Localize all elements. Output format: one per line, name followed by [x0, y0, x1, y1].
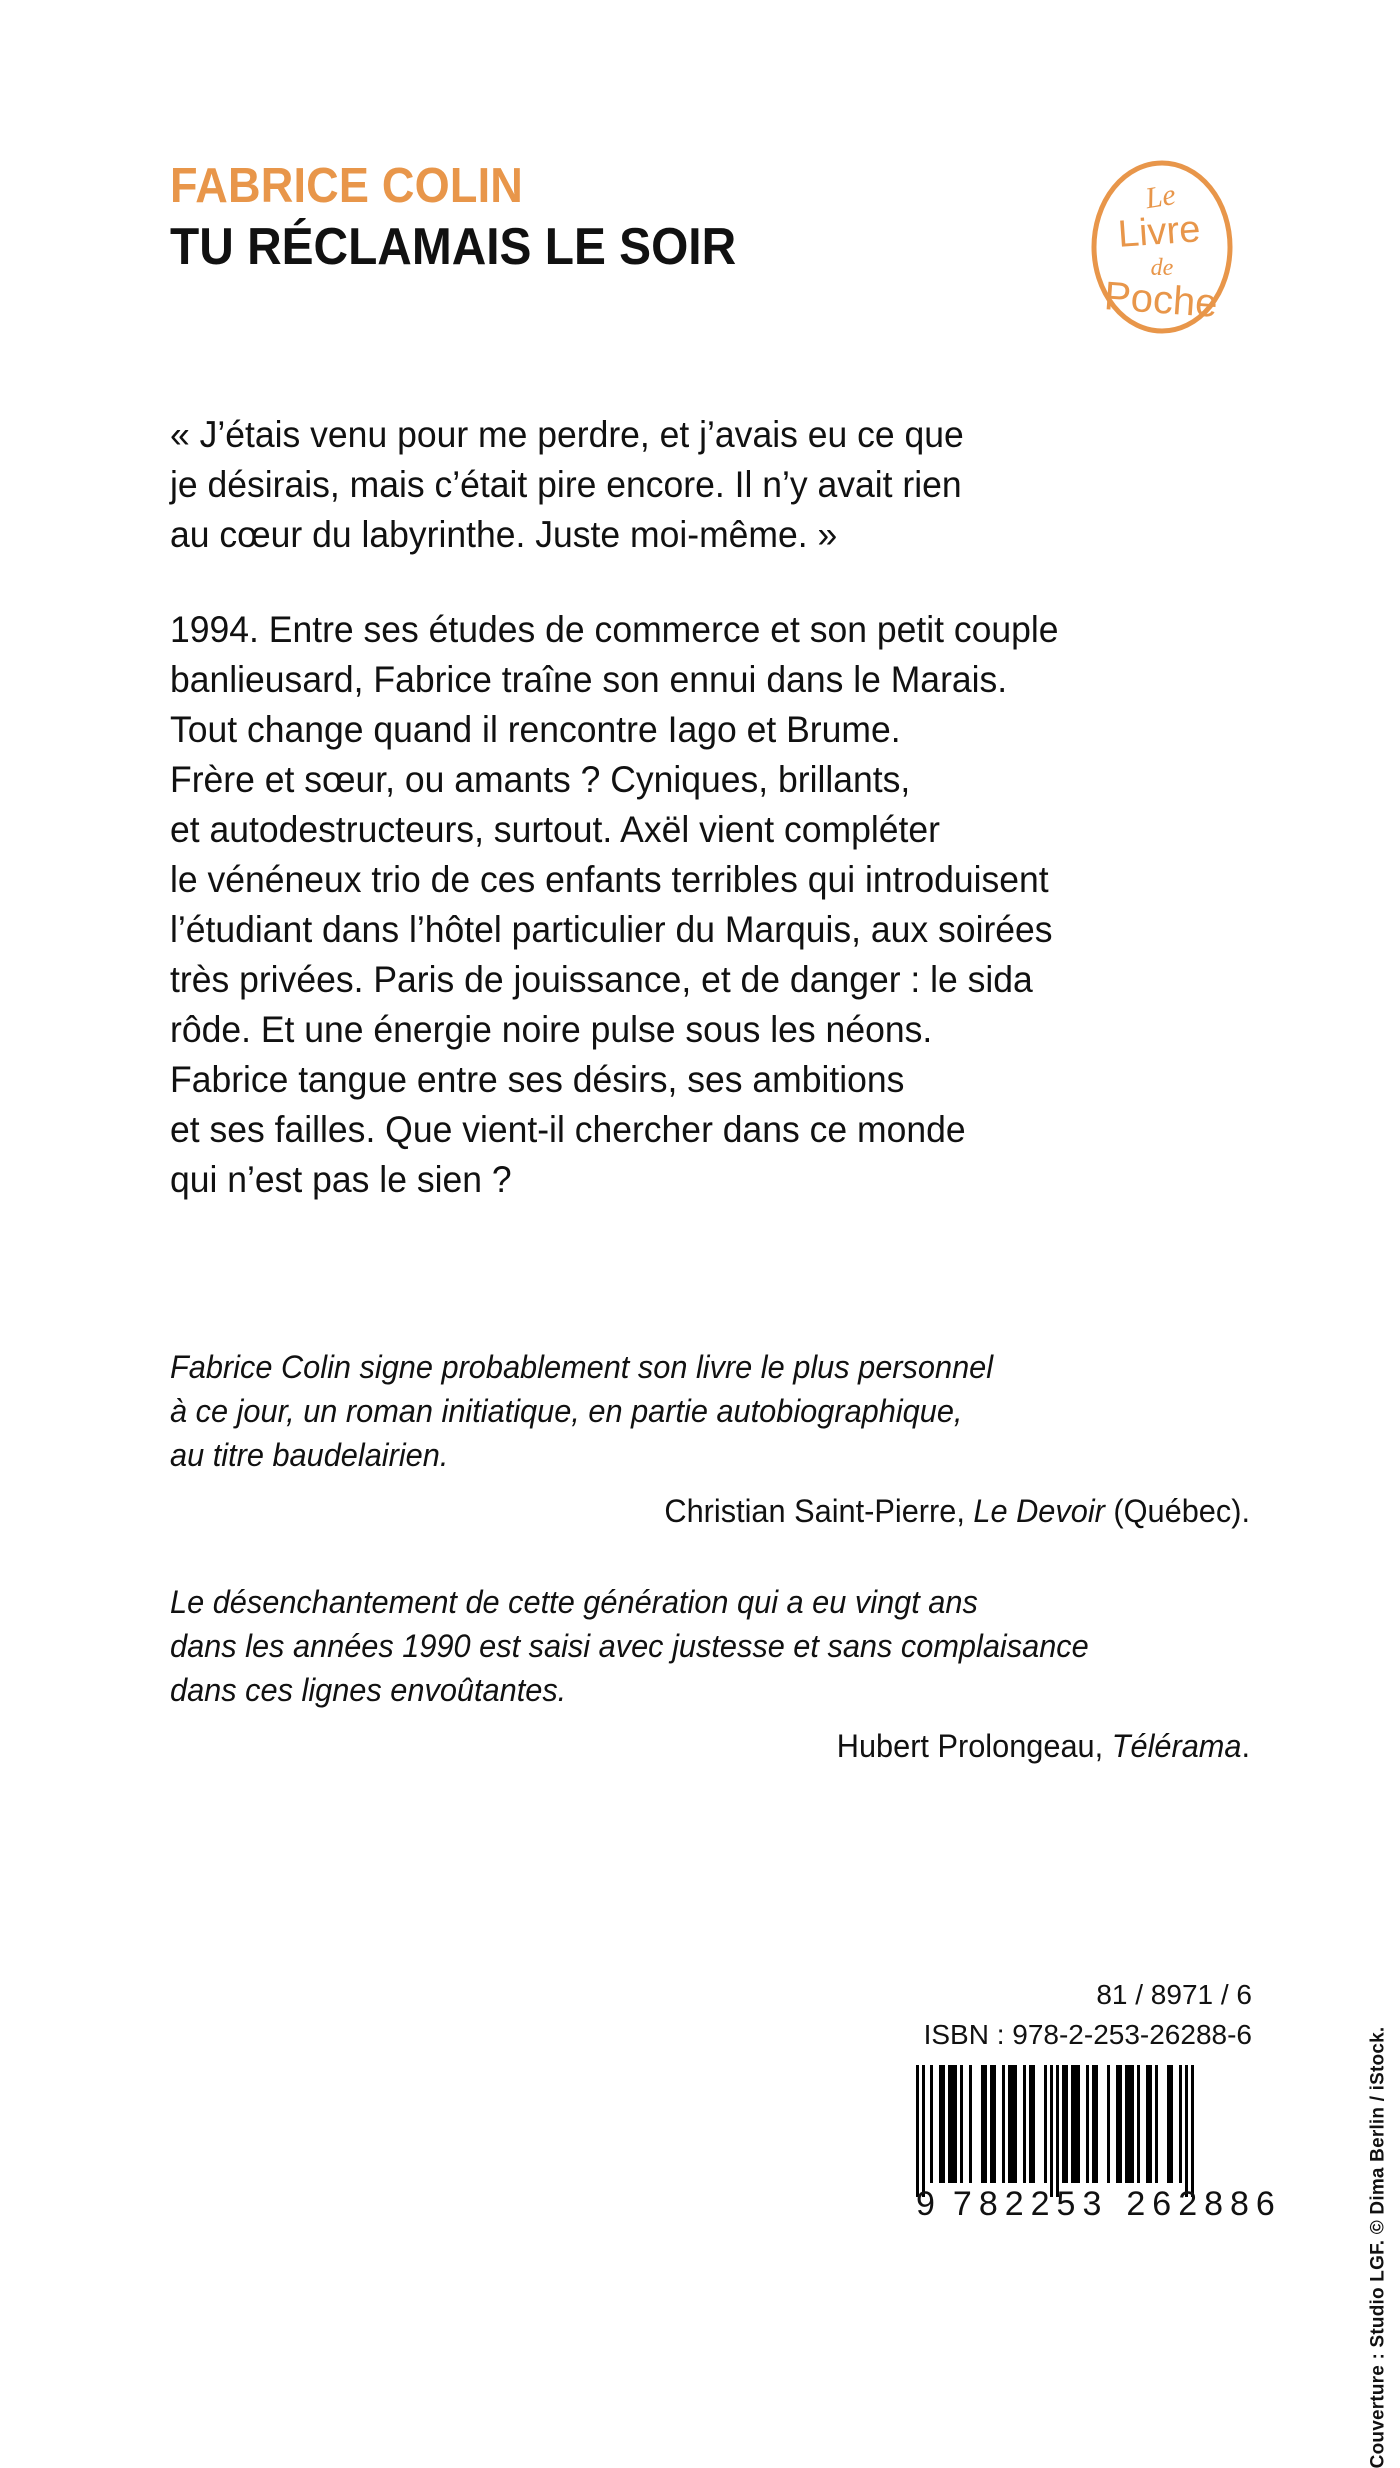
press-attribution-1: [213, 1489, 1250, 1533]
press-quote-line: au titre baudelairien.: [170, 1437, 449, 1473]
logo-line-livre: Livre: [1116, 208, 1202, 256]
synopsis-line: et autodestructeurs, surtout. Axël vient compléter: [170, 809, 940, 850]
press-quote-line: dans ces lignes envoûtantes.: [170, 1672, 567, 1708]
attribution-author: Hubert Prolongeau,: [836, 1728, 1112, 1764]
pull-quote-line: je désirais, mais c’était pire encore. Il n’y avait rien: [170, 464, 962, 505]
press-quote-line: dans les années 1990 est saisi avec justesse et sans complaisance: [170, 1628, 1089, 1664]
synopsis-line: l’étudiant dans l’hôtel particulier du Marquis, aux soirées: [170, 909, 1053, 950]
barcode-lead-digit: 9: [916, 2185, 937, 2223]
attribution-publication: Télérama: [1111, 1728, 1242, 1764]
publisher-logo: [1088, 158, 1236, 336]
ean13-barcode: [916, 2065, 1282, 2224]
price-code: 81 / 8971 / 6: [1096, 1979, 1252, 2010]
press-quote-line: Fabrice Colin signe probablement son livre le plus personnel: [170, 1349, 994, 1385]
barcode-right-group: 262886: [1126, 2185, 1282, 2223]
synopsis-line: qui n’est pas le sien ?: [170, 1159, 512, 1200]
press-quote-line: à ce jour, un roman initiatique, en partie autobiographique,: [170, 1393, 963, 1429]
synopsis-line: rôde. Et une énergie noire pulse sous les néons.: [170, 1009, 933, 1050]
synopsis-line: Tout change quand il rencontre Iago et Brume.: [170, 709, 901, 750]
pull-quote: [170, 410, 1250, 560]
synopsis-line: et ses failles. Que vient-il chercher dans ce monde: [170, 1109, 966, 1150]
code-block: [924, 1975, 1252, 2055]
pull-quote-line: « J’étais venu pour me perdre, et j’avais eu ce que: [170, 414, 964, 455]
synopsis-line: Fabrice tangue entre ses désirs, ses ambitions: [170, 1059, 905, 1100]
attribution-publication: Le Devoir: [973, 1493, 1105, 1529]
author-name: FABRICE COLIN: [170, 159, 524, 213]
press-quote-line: Le désenchantement de cette génération qui a eu vingt ans: [170, 1584, 978, 1620]
attribution-suffix: .: [1241, 1728, 1250, 1764]
barcode-digits: [916, 2185, 1282, 2224]
isbn-code: ISBN : 978-2-253-26288-6: [923, 2019, 1252, 2050]
press-quote-2: [170, 1580, 1250, 1768]
synopsis-line: très privées. Paris de jouissance, et de danger : le sida: [170, 959, 1033, 1000]
cover-header: [170, 160, 1230, 275]
press-quote-1: [170, 1345, 1250, 1533]
attribution-author: Christian Saint-Pierre,: [664, 1493, 974, 1529]
cover-credit: Couverture : Studio LGF. © Dima Berlin / iStock.: [1368, 2026, 1389, 2468]
synopsis-line: banlieusard, Fabrice traîne son ennui dans le Marais.: [170, 659, 1008, 700]
synopsis: [170, 605, 1250, 1205]
synopsis-line: le vénéneux trio de ces enfants terribles qui introduisent: [170, 859, 1049, 900]
logo-line-le: Le: [1143, 177, 1178, 216]
attribution-suffix: (Québec).: [1104, 1493, 1250, 1529]
book-title: TU RÉCLAMAIS LE SOIR: [170, 217, 737, 276]
logo-line-de: de: [1150, 255, 1174, 281]
synopsis-line: 1994. Entre ses études de commerce et son petit couple: [170, 609, 1059, 650]
press-attribution-2: [213, 1724, 1250, 1768]
logo-line-poche: Poche: [1102, 274, 1220, 326]
pull-quote-line: au cœur du labyrinthe. Juste moi-même. »: [170, 514, 838, 555]
synopsis-line: Frère et sœur, ou amants ? Cyniques, brillants,: [170, 759, 911, 800]
barcode-left-group: 782253: [952, 2185, 1109, 2223]
barcode-bars: [916, 2065, 1256, 2183]
